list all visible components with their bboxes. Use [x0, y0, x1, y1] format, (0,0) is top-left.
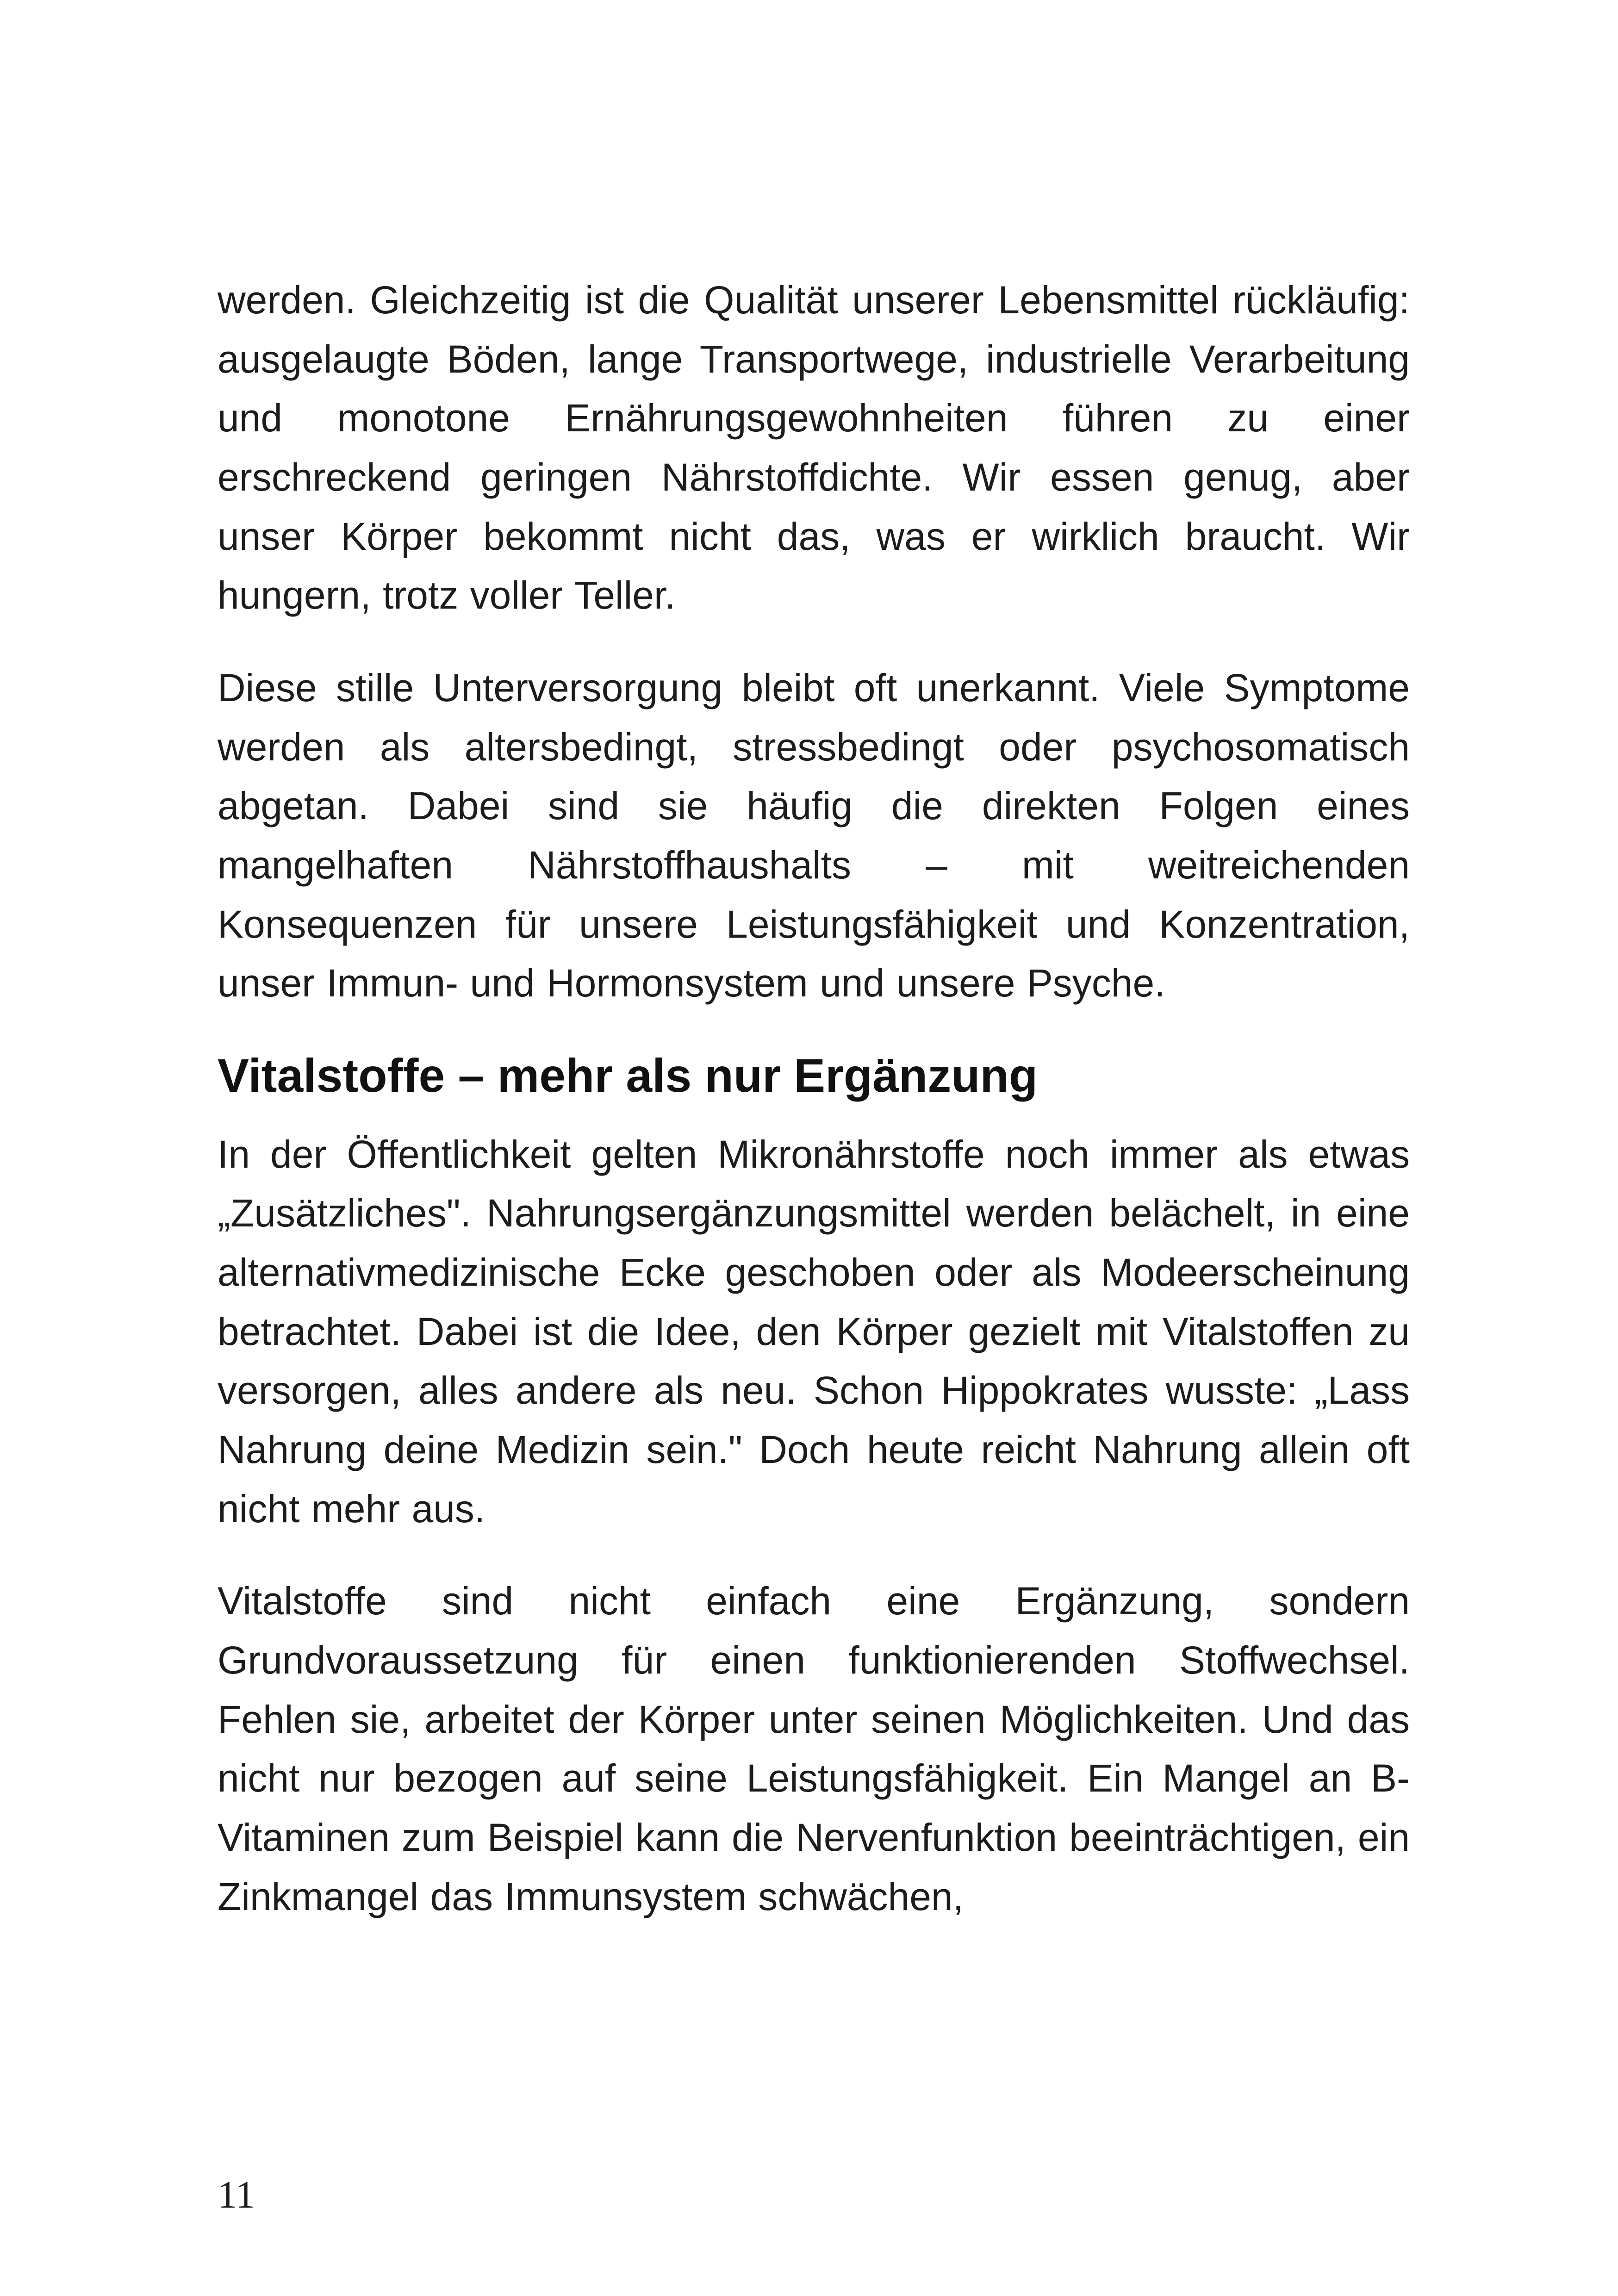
paragraph-3: In der Öffentlichkeit gelten Mikronährstoffe noch immer als etwas „Zusätzliches". Nahrungsergänzungsmittel werden belächelt, in eine alternativmedizinische Ecke geschoben oder als Modeerscheinung betrachtet. Dabei ist die Idee, den Körper gezielt mit Vitalstoffen zu versorgen, alles andere als neu. Schon Hippokrates wusste: „Lass Nahrung deine Medizin sein." Doch heute reicht Nahrung allein oft nicht mehr aus. — [218, 1132, 1410, 1531]
paragraph-2: Diese stille Unterversorgung bleibt oft unerkannt. Viele Symptome werden als altersbedingt, stressbedingt oder psychosomatisch abgetan. Dabei sind sie häufig die direkten Folgen eines mangelhaften Nährstoffhaushalts – mit weitreichenden Konsequenzen für unsere Leistungsfähigkeit und Konzentration, unser Immun- und Hormonsystem und unsere Psyche. — [218, 666, 1410, 1005]
section-heading: Vitalstoffe – mehr als nur Ergänzung — [218, 1049, 1038, 1102]
text-block — [218, 271, 1410, 1960]
paragraph-1: werden. Gleichzeitig ist die Qualität unserer Lebensmittel rückläufig: ausgelaugte Böden, lange Transportwege, industrielle Verarbeitung und monotone Ernährungsgewohnheiten führen zu einer erschreckend geringen Nährstoffdichte. Wir essen genug, aber unser Körper bekommt nicht das, was er wirklich braucht. Wir hungern, trotz voller Teller. — [218, 278, 1410, 617]
paragraph-4: Vitalstoffe sind nicht einfach eine Ergänzung, sondern Grundvoraussetzung für einen funktionierenden Stoffwechsel. Fehlen sie, arbeitet der Körper unter seinen Möglichkeiten. Und das nicht nur bezogen auf seine Leistungsfähigkeit. Ein Mangel an B-Vitaminen zum Beispiel kann die Nervenfunktion beeinträchtigen, ein Zinkmangel das Immunsystem schwächen, — [218, 1579, 1410, 1918]
page-number: 11 — [218, 2173, 255, 2216]
